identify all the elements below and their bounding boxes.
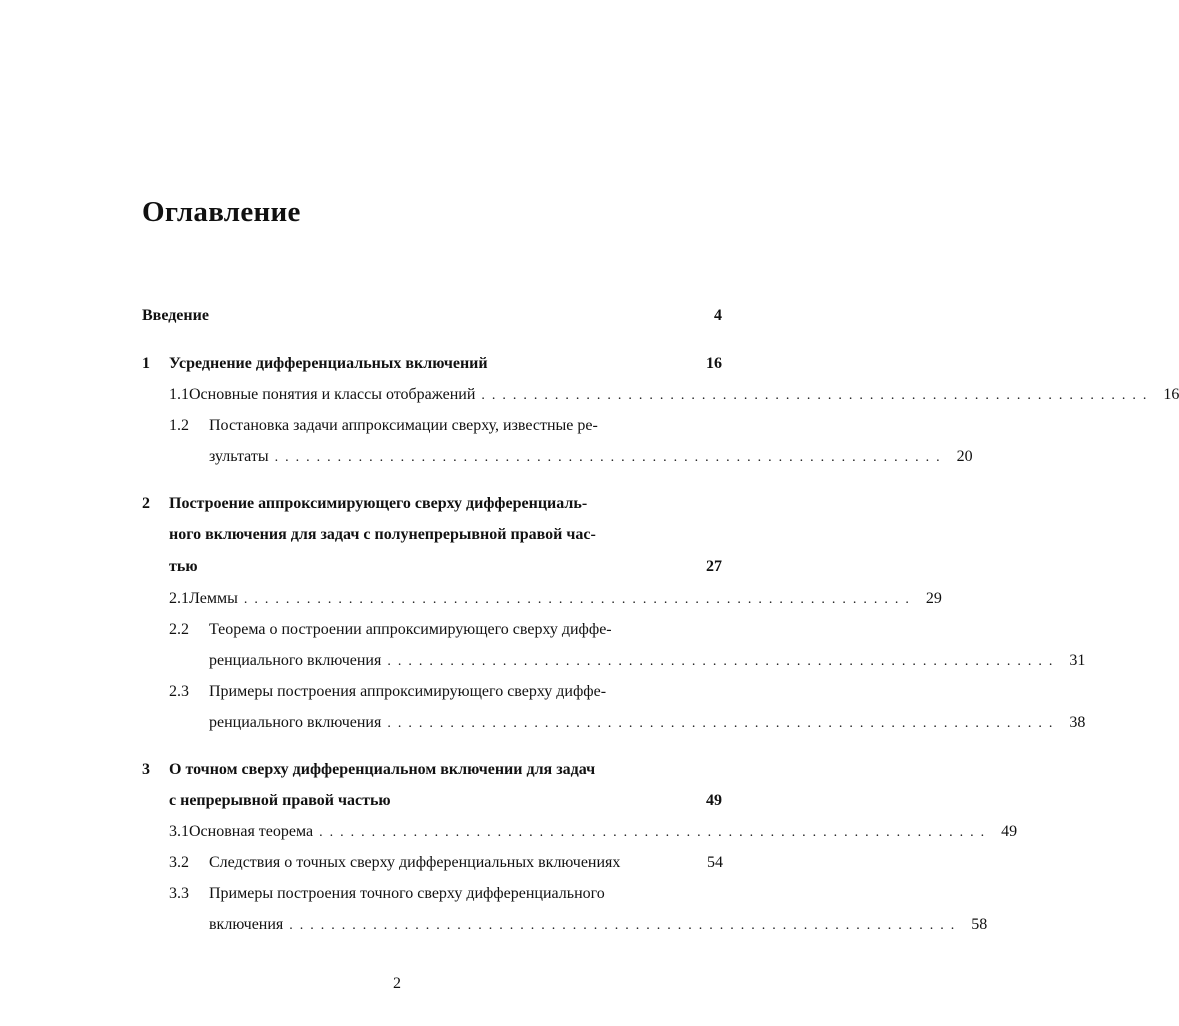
section-page: 58 bbox=[971, 916, 988, 933]
chapter-page: 27 bbox=[706, 558, 722, 575]
chapter-number: 2 bbox=[142, 495, 150, 512]
section-title: Теорема о построении аппроксимирующего сверху диффе- bbox=[209, 621, 612, 638]
chapter-title-continued: с непрерывной правой частью bbox=[169, 792, 391, 809]
section-title-continued: ренциального включения bbox=[209, 652, 382, 669]
chapter-title: О точном сверху дифференциальном включении для задач bbox=[169, 761, 596, 778]
toc-chapter-3 bbox=[142, 760, 722, 780]
toc-chapter-1 bbox=[142, 354, 722, 374]
section-page: 54 bbox=[707, 854, 723, 871]
toc-section-3-3 bbox=[169, 884, 723, 904]
section-title-continued: ренциального включения bbox=[209, 714, 382, 731]
section-page: 29 bbox=[925, 590, 942, 607]
page-number: 2 bbox=[393, 975, 401, 992]
toc-section-2-1 bbox=[169, 589, 942, 610]
chapter-page: 16 bbox=[706, 355, 722, 372]
section-page: 20 bbox=[956, 448, 973, 465]
dot-leader: ................................................................ bbox=[243, 592, 916, 607]
section-title: Следствия о точных сверху дифференциальных включениях bbox=[209, 854, 621, 871]
chapter-number: 1 bbox=[142, 355, 150, 372]
toc-chapter-2-cont-1 bbox=[169, 525, 722, 545]
toc-intro-page: 4 bbox=[714, 307, 722, 324]
chapter-number: 3 bbox=[142, 761, 150, 778]
section-number: 3.3 bbox=[169, 885, 189, 902]
section-number: 1.2 bbox=[169, 417, 189, 434]
chapter-title-continued: ного включения для задач с полунепрерывной правой час- bbox=[169, 526, 596, 543]
section-number: 2.3 bbox=[169, 683, 189, 700]
section-page: 31 bbox=[1069, 652, 1086, 669]
dot-leader: ................................................................ bbox=[387, 654, 1060, 669]
toc-chapter-2 bbox=[142, 494, 722, 514]
section-title: Примеры построения точного сверху дифференциального bbox=[209, 885, 605, 902]
section-number: 3.2 bbox=[169, 854, 189, 871]
toc-section-1-1 bbox=[169, 385, 1179, 406]
section-page: 49 bbox=[1001, 823, 1018, 840]
section-number: 1.1 bbox=[169, 386, 189, 403]
section-title: Примеры построения аппроксимирующего сверху диффе- bbox=[209, 683, 607, 700]
dot-leader: ................................................................ bbox=[481, 388, 1154, 403]
chapter-title: Усреднение дифференциальных включений bbox=[169, 355, 488, 372]
dot-leader: ................................................................ bbox=[319, 825, 992, 840]
section-page: 16 bbox=[1163, 386, 1179, 403]
page-title: Оглавление bbox=[142, 196, 301, 228]
toc-section-2-2 bbox=[169, 620, 723, 640]
section-number: 3.1 bbox=[169, 823, 189, 840]
dot-leader: ................................................................ bbox=[387, 716, 1060, 731]
toc-intro bbox=[142, 306, 722, 326]
section-title: Основные понятия и классы отображений bbox=[189, 386, 476, 403]
chapter-title: Построение аппроксимирующего сверху дифференциаль- bbox=[169, 495, 588, 512]
chapter-page: 49 bbox=[706, 792, 722, 809]
toc-section-2-3 bbox=[169, 682, 723, 702]
toc-section-3-1 bbox=[169, 822, 1018, 843]
section-title-continued: включения bbox=[209, 916, 284, 933]
section-title: Леммы bbox=[189, 590, 238, 607]
section-title-continued: зультаты bbox=[209, 448, 269, 465]
toc-intro-label: Введение bbox=[142, 307, 209, 324]
toc-section-1-2-cont bbox=[209, 447, 973, 468]
toc-section-2-2-cont bbox=[209, 651, 1086, 672]
dot-leader: ................................................................ bbox=[274, 450, 947, 465]
section-title: Постановка задачи аппроксимации сверху, известные ре- bbox=[209, 417, 598, 434]
toc-section-3-2 bbox=[169, 853, 723, 873]
toc-chapter-3-cont bbox=[169, 791, 722, 811]
section-number: 2.1 bbox=[169, 590, 189, 607]
section-number: 2.2 bbox=[169, 621, 189, 638]
toc-section-3-3-cont bbox=[209, 915, 988, 936]
toc-chapter-2-cont-2 bbox=[169, 557, 722, 577]
toc-section-2-3-cont bbox=[209, 713, 1086, 734]
dot-leader: ................................................................ bbox=[289, 918, 962, 933]
chapter-title-continued: тью bbox=[169, 558, 198, 575]
section-title: Основная теорема bbox=[189, 823, 314, 840]
toc-section-1-2 bbox=[169, 416, 723, 436]
section-page: 38 bbox=[1069, 714, 1086, 731]
